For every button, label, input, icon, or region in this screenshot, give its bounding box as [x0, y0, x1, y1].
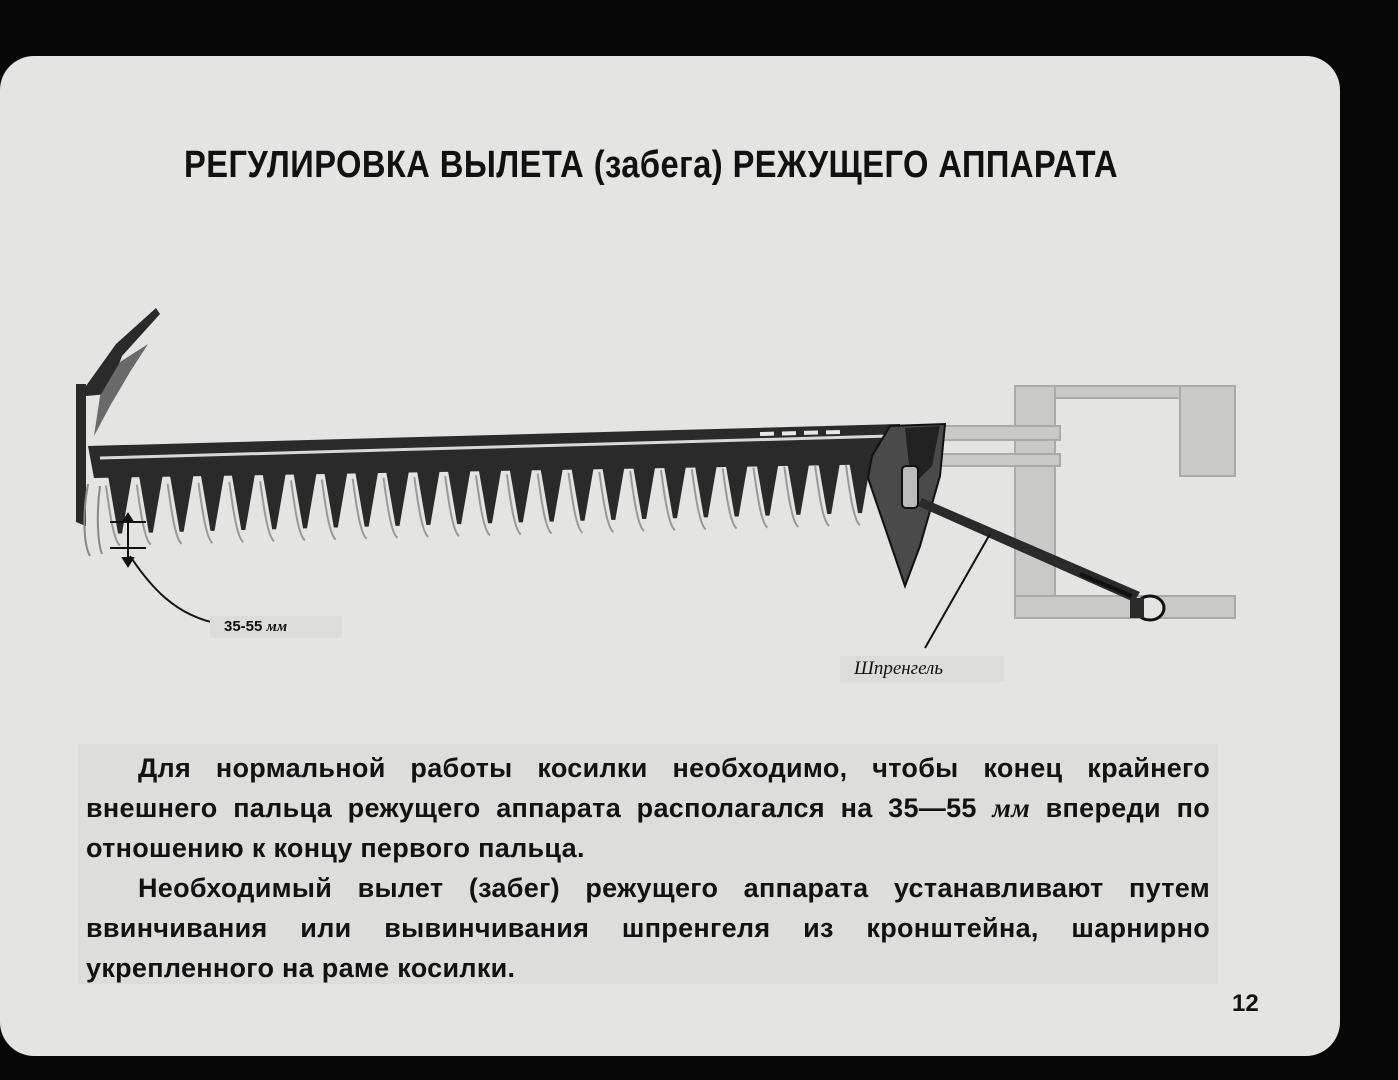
paragraph-2: Необходимый вылет (забег) режущего аппарата устанавливают путем ввинчивания или вывинчивания шпренгеля из кронштейна, шарнирно укрепленного на раме косилки.: [86, 873, 1210, 983]
paragraph-1-unit: мм: [992, 793, 1030, 823]
cutter-bar-diagram: [60, 286, 1260, 666]
page-number: 12: [1232, 990, 1259, 1017]
dimension-label: [210, 616, 342, 638]
body-text: [78, 744, 1218, 984]
dimension-unit: мм: [266, 619, 288, 635]
slide: [0, 56, 1340, 1056]
slide-title: РЕГУЛИРОВКА ВЫЛЕТА (забега) РЕЖУЩЕГО АППАРАТА: [184, 144, 1119, 186]
paragraph-1: [86, 748, 1210, 868]
dimension-value: 35-55: [224, 618, 263, 635]
dimension-marker: [110, 514, 220, 624]
outer-finger-lines: [84, 484, 102, 556]
paragraph-1-start: Для нормальной работы косилки необходимо, чтобы конец крайнего внешнего пальца режущего аппарата располагался на 35—55: [86, 753, 1210, 823]
label-leader: [925, 534, 990, 648]
mower-frame: [940, 386, 1235, 618]
sprengel-label: Шпренгель: [840, 656, 1004, 682]
paragraph-1-end: впереди по отношению к концу первого пальца.: [86, 793, 1210, 863]
